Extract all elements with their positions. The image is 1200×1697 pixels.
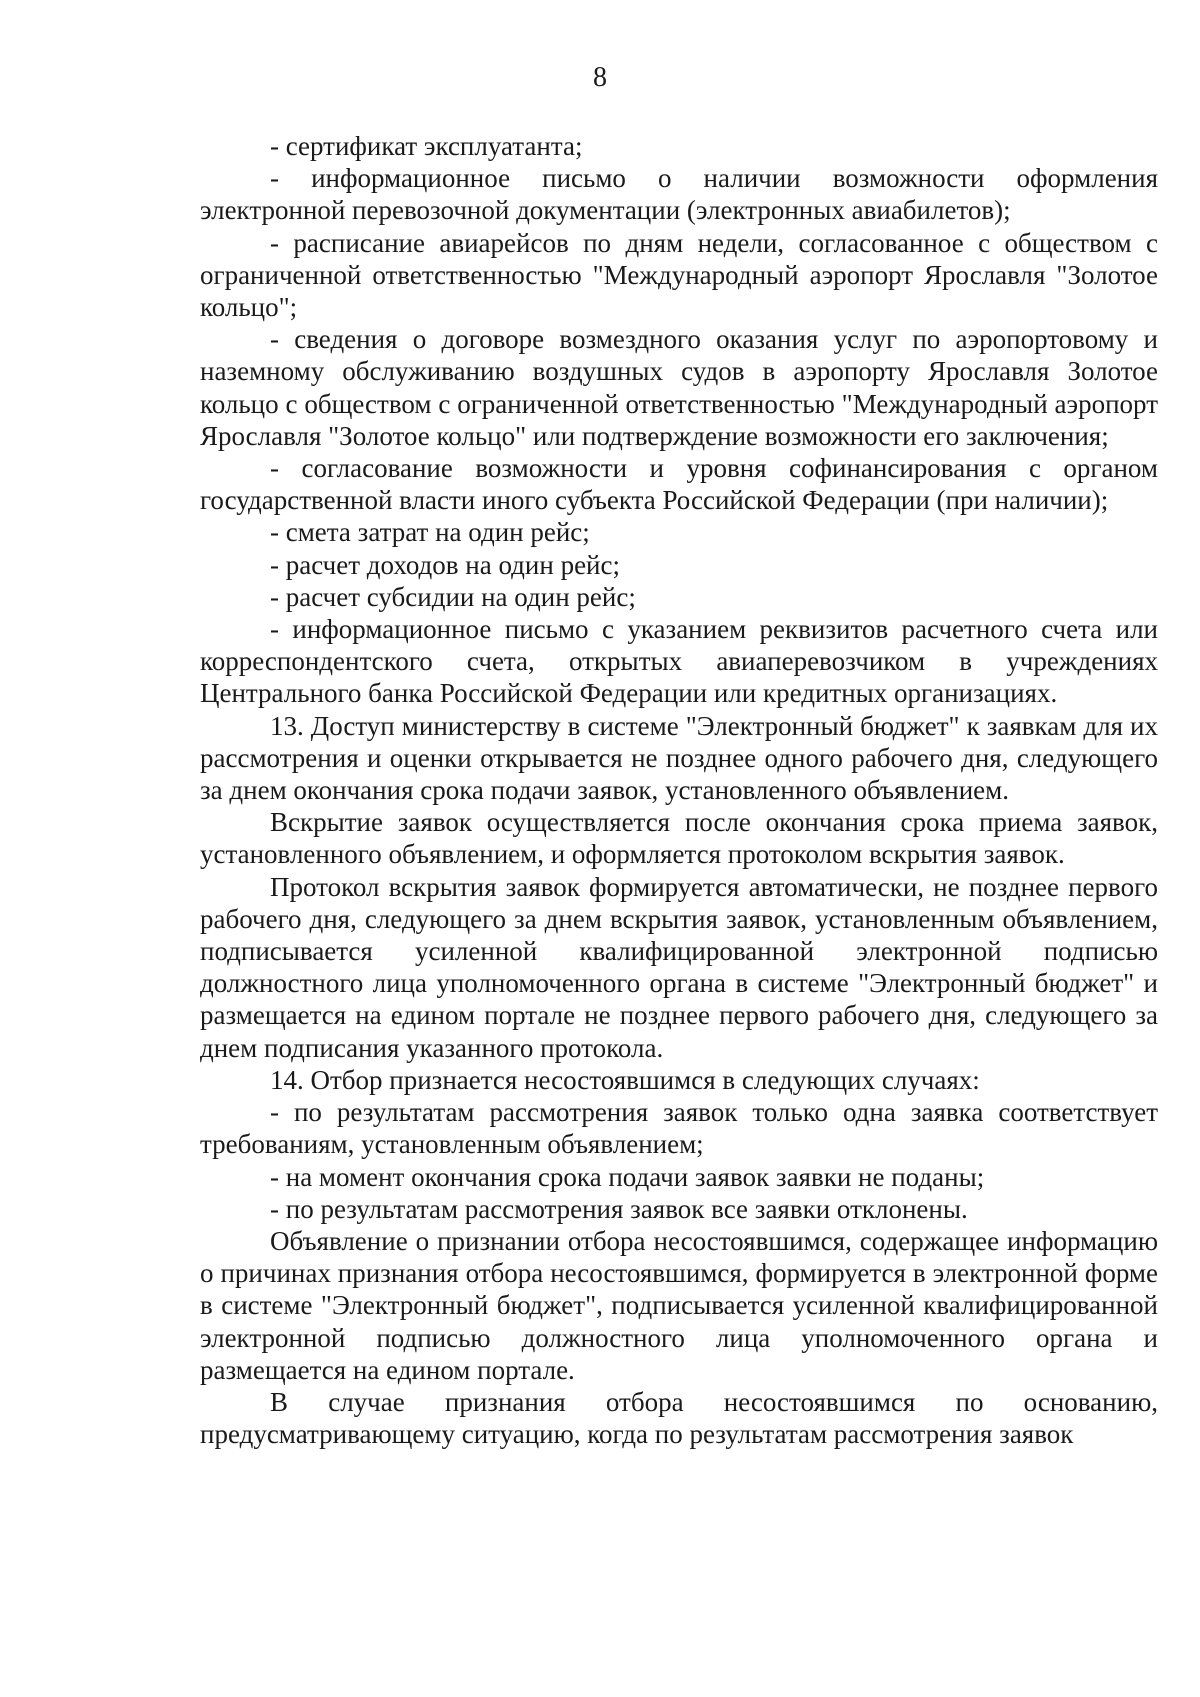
list-item-bank-details-letter: - информационное письмо с указанием реквизитов расчетного счета или корреспондентского счета, открытых авиаперевозчиком в учреждениях Центрального банка Российской Федерации или кредитных организациях.	[200, 614, 1158, 709]
paragraph-failed-selection-notice: Объявление о признании отбора несостоявшимся, содержащее информацию о причинах признания отбора несостоявшимся, формируется в электронной форме в системе "Электронный бюджет", подписывается усиленной квалифицированной электронной подписью должностного лица уполномоченного органа и размещается на едином портале.	[200, 1225, 1158, 1385]
list-item-flight-schedule: - расписание авиарейсов по дням недели, согласованное с обществом с ограниченной ответственностью "Международный аэропорт Ярославля "Золотое кольцо";	[200, 227, 1158, 323]
clause-14: 14. Отбор признается несостоявшимся в следующих случаях:	[270, 1064, 980, 1095]
paragraph-opening-applications: Вскрытие заявок осуществляется после окончания срока приема заявок, установленного объявлением, и оформляется протоколом вскрытия заявок.	[200, 807, 1158, 870]
list-item-no-applications: - на момент окончания срока подачи заявок заявки не поданы;	[270, 1161, 985, 1192]
paragraph-failed-selection-case: В случае признания отбора несостоявшимся по основанию, предусматривающему ситуацию, когда по результатам рассмотрения заявок	[200, 1386, 1158, 1450]
clause-13: 13. Доступ министерству в системе "Электронный бюджет" к заявкам для их рассмотрения и оценки открывается не позднее одного рабочего дня, следующего за днем окончания срока подачи заявок, установленного объявлением.	[200, 710, 1158, 806]
paragraph-opening-protocol: Протокол вскрытия заявок формируется автоматически, не позднее первого рабочего дня, следующего за днем вскрытия заявок, установленным объявлением, подписывается усиленной квалифицированной электронной подписью должностного лица уполномоченного органа в системе "Электронный бюджет" и размещается на едином портале не позднее первого рабочего дня, следующего за днем подписания указанного протокола.	[200, 871, 1158, 1063]
list-item-income-calculation: - расчет доходов на один рейс;	[270, 549, 620, 580]
list-item-operator-certificate: - сертификат эксплуатанта;	[270, 131, 583, 161]
list-item-single-application: - по результатам рассмотрения заявок только одна заявка соответствует требованиям, установленным объявлением;	[200, 1097, 1158, 1160]
list-item-cost-estimate: - смета затрат на один рейс;	[270, 517, 590, 548]
page-number: 8	[593, 62, 607, 93]
list-item-all-rejected: - по результатам рассмотрения заявок все заявки отклонены.	[270, 1193, 968, 1224]
list-item-cofinancing-agreement: - согласование возможности и уровня софинансирования с органом государственной власти иного субъекта Российской Федерации (при наличии);	[200, 453, 1158, 516]
document-body	[200, 130, 1158, 1450]
list-item-ground-services-contract: - сведения о договоре возмездного оказания услуг по аэропортовому и наземному обслуживанию воздушных судов в аэропорту Ярославля Золотое кольцо с обществом с ограниченной ответственностью "Международный аэропорт Ярославля "Золотое кольцо" или подтверждение возможности его заключения;	[200, 324, 1158, 451]
list-item-subsidy-calculation: - расчет субсидии на один рейс;	[270, 581, 636, 612]
list-item-e-ticketing-letter: - информационное письмо о наличии возможности оформления электронной перевозочной документации (электронных авиабилетов);	[200, 163, 1158, 226]
